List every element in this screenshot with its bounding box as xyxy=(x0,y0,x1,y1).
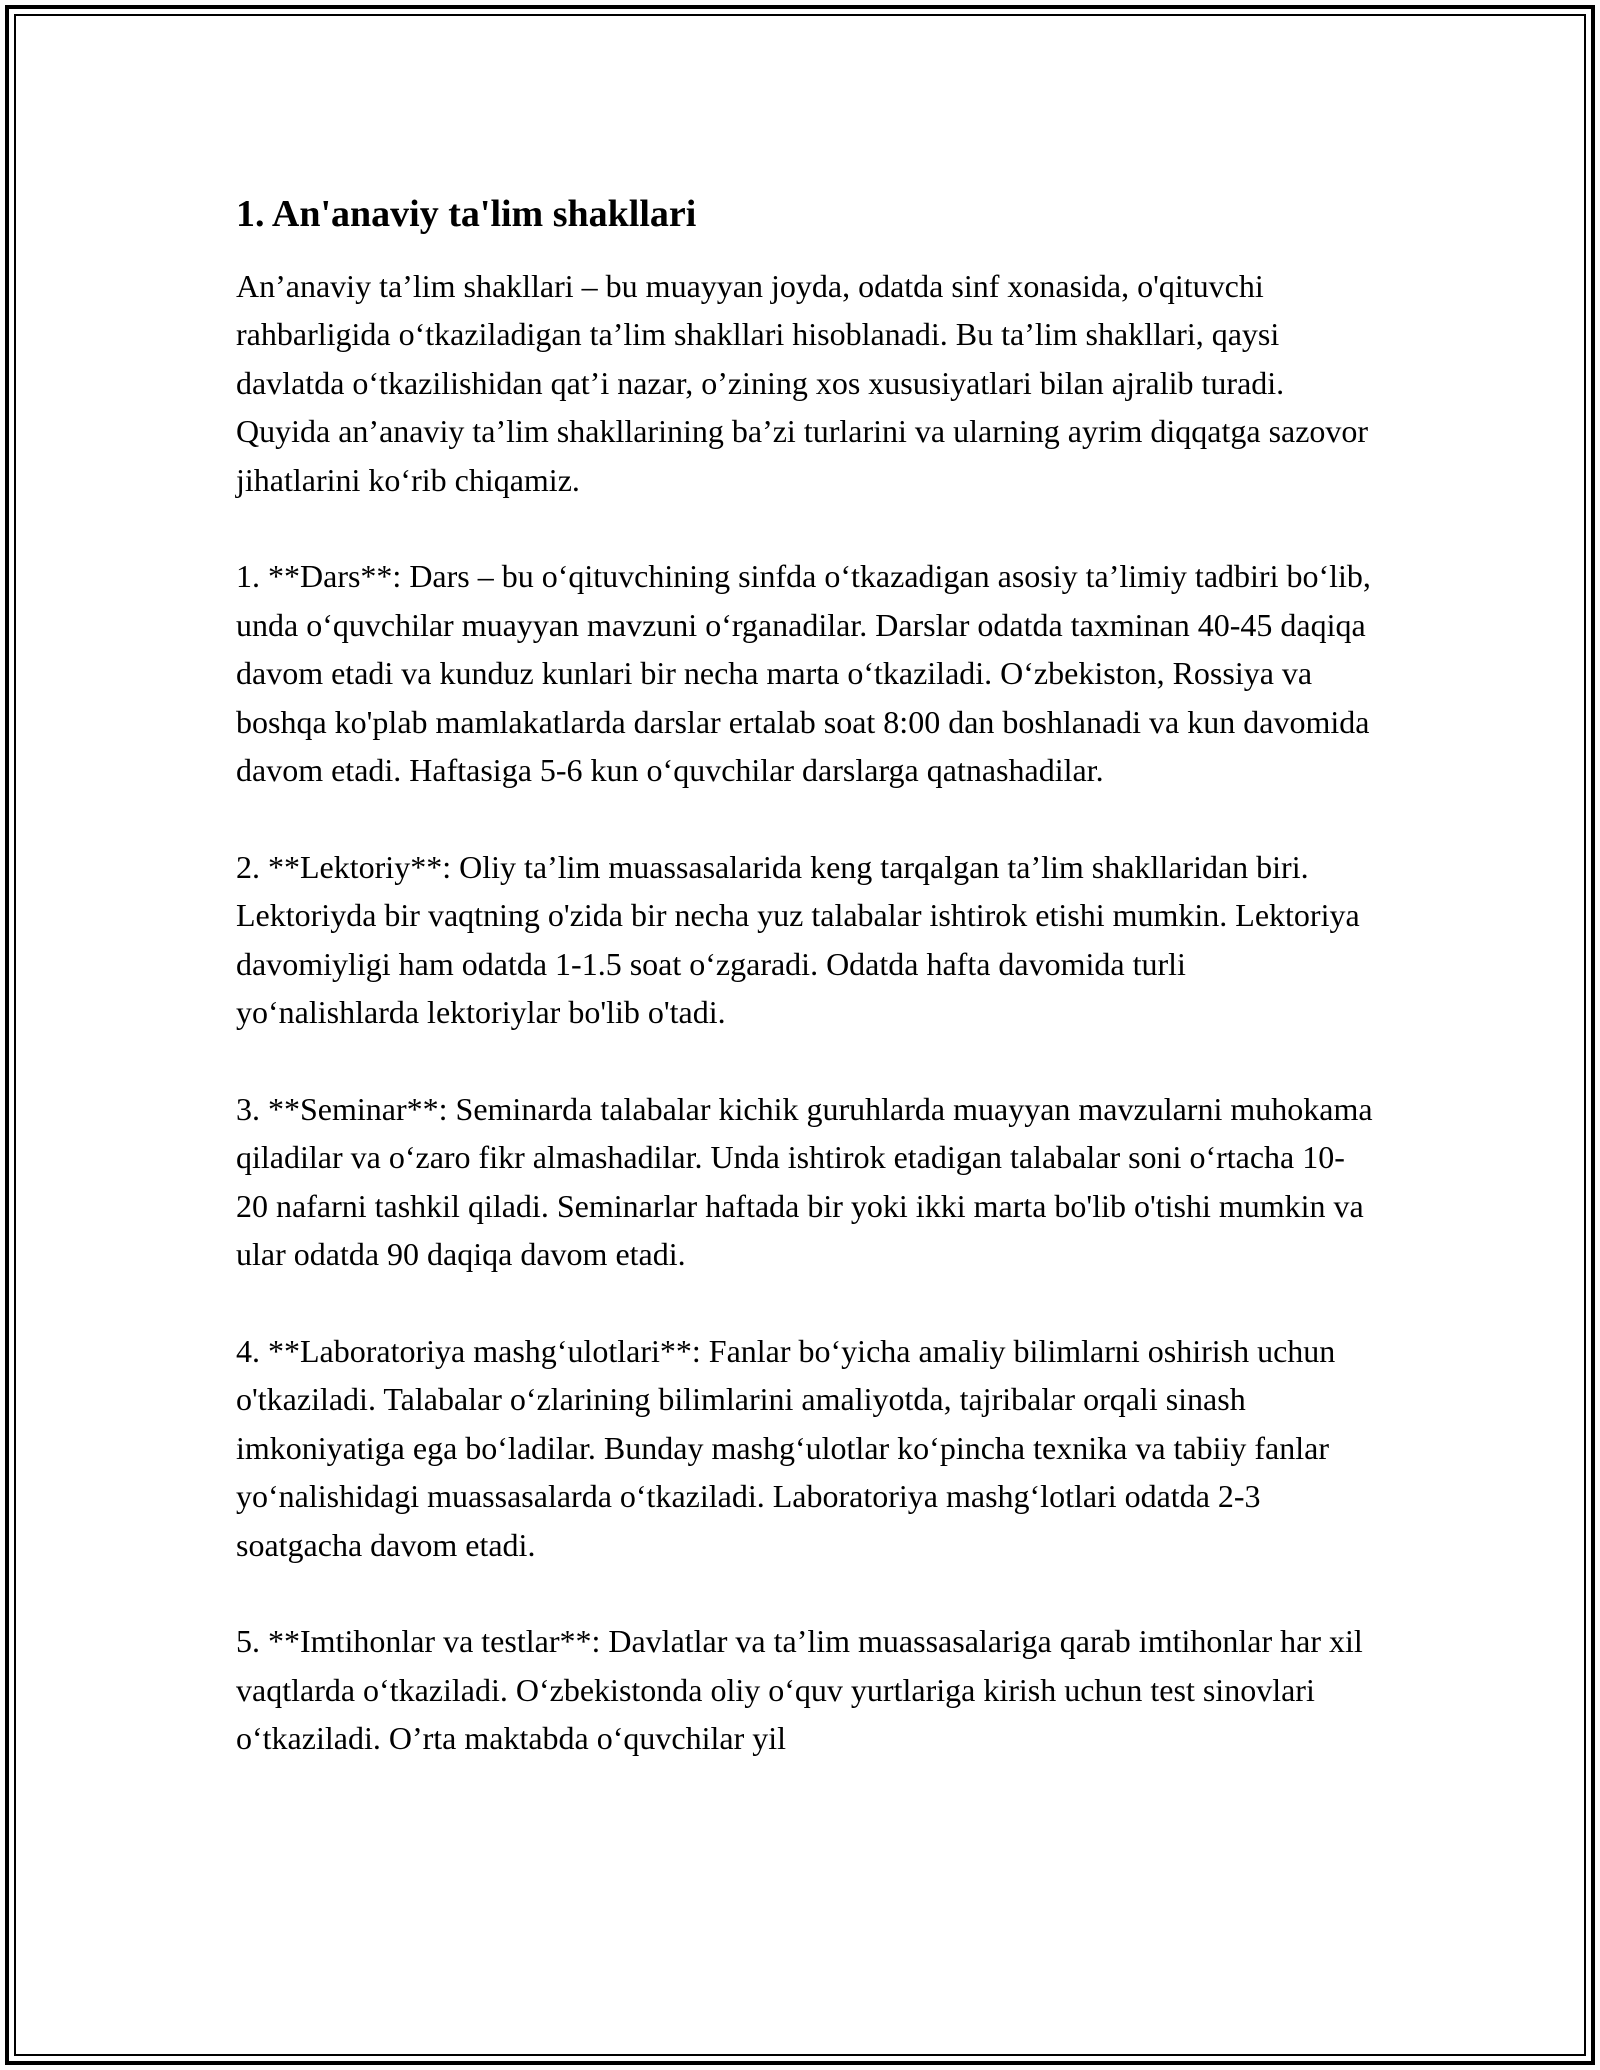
document-heading: 1. An'anaviy ta'lim shakllari xyxy=(236,193,697,235)
paragraph-imtihonlar: 5. **Imtihonlar va testlar**: Davlatlar va ta’lim muassasalariga qarab imtihonlar har xil vaqtlarda o‘tkaziladi. O‘zbekistonda oliy o‘quv yurtlariga kirish uchun test sinovlari o‘tkaziladi. O’rta maktabda o‘quvchilar yil xyxy=(236,1623,1363,1757)
paragraph-seminar: 3. **Seminar**: Seminarda talabalar kichik guruhlarda muayyan mavzularni muhokama qiladilar va o‘zaro fikr almashadilar. Unda ishtirok etadigan talabalar soni o‘rtacha 10-20 nafarni tashkil qiladi. Seminarlar haftada bir yoki ikki marta bo'lib o'tishi mumkin va ular odatda 90 daqiqa davom etadi. xyxy=(236,1090,1373,1273)
intro-paragraph: An’anaviy ta’lim shakllari – bu muayyan joyda, odatda sinf xonasida, o'qituvchi rahbarligida o‘tkaziladigan ta’lim shakllari hisoblanadi. Bu ta’lim shakllari, qaysi davlatda o‘tkazilishidan qat’i nazar, o’zining xos xususiyatlari bilan ajralib turadi. Quyida an’anaviy ta’lim shakllarining ba’zi turlarini va ularning ayrim diqqatga sazovor jihatlarini ko‘rib chiqamiz. xyxy=(236,268,1369,498)
paragraph-laboratoriya: 4. **Laboratoriya mashg‘ulotlari**: Fanlar bo‘yicha amaliy bilimlarni oshirish uchun o'tkaziladi. Talabalar o‘zlarining bilimlarini amaliyotda, tajribalar orqali sinash imkoniyatiga ega bo‘ladilar. Bunday mashg‘ulotlar ko‘pincha texnika va tabiiy fanlar yo‘nalishidagi muassasalarda o‘tkaziladi. Laboratoriya mashg‘lotlari odatda 2-3 soatgacha davom etadi. xyxy=(236,1332,1336,1563)
document-body xyxy=(236,186,1376,1811)
paragraph-dars: 1. **Dars**: Dars – bu o‘qituvchining sinfda o‘tkazadigan asosiy ta’limiy tadbiri bo‘lib, unda o‘quvchilar muayyan mavzuni o‘rganadilar. Darslar odatda taxminan 40-45 daqiqa davom etadi va kunduz kunlari bir necha marta o‘tkaziladi. O‘zbekiston, Rossiya va boshqa ko'plab mamlakatlarda darslar ertalab soat 8:00 dan boshlanadi va kun davomida davom etadi. Haftasiga 5-6 kun o‘quvchilar darslarga qatnashadilar. xyxy=(236,558,1371,789)
paragraph-lektoriy: 2. **Lektoriy**: Oliy ta’lim muassasalarida keng tarqalgan ta’lim shakllaridan biri. Lektoriyda bir vaqtning o'zida bir necha yuz talabalar ishtirok etishi mumkin. Lektoriya davomiyligi ham odatda 1-1.5 soat o‘zgaradi. Odatda hafta davomida turli yo‘nalishlarda lektoriylar bo'lib o'tadi. xyxy=(236,848,1360,1031)
